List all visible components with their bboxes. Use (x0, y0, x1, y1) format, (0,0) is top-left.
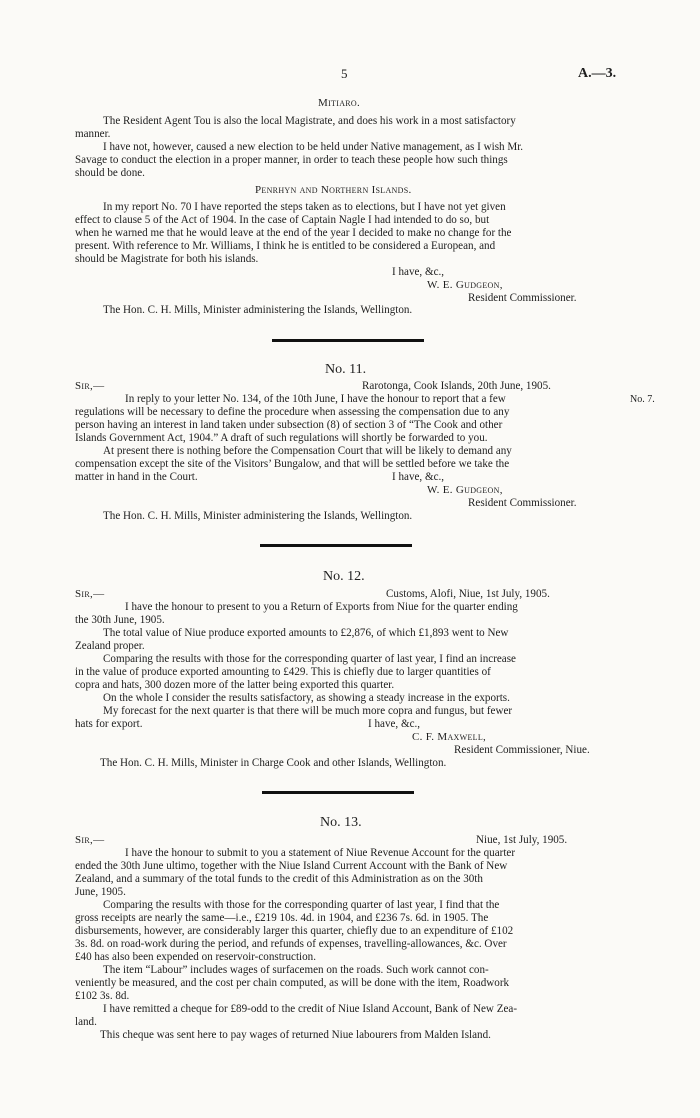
paragraph-line: At present there is nothing before the Compensation Court that will be likely to demand any (103, 445, 512, 457)
addressee: The Hon. C. H. Mills, Minister administering the Islands, Wellington. (103, 304, 413, 316)
addressee: The Hon. C. H. Mills, Minister administering the Islands, Wellington. (103, 510, 413, 522)
place-date: Niue, 1st July, 1905. (476, 834, 568, 846)
place-date: Rarotonga, Cook Islands, 20th June, 1905. (362, 380, 551, 392)
paragraph-line: gross receipts are nearly the same—i.e., £219 10s. 4d. in 1904, and £236 7s. 6d. in 1905. The (75, 912, 489, 924)
page-number: 5 (341, 66, 348, 81)
paragraph-line: hats for export. (75, 718, 143, 730)
signatory-name: C. F. Maxwell, (412, 731, 487, 743)
place-date: Customs, Alofi, Niue, 1st July, 1905. (386, 588, 550, 600)
paragraph-line: Comparing the results with those for the corresponding quarter of last year, I find an increase (103, 653, 516, 665)
paragraph-line: veniently be measured, and the cost per chain computed, as will be done with the item, Roadwork (75, 977, 510, 989)
document-reference: A.—3. (578, 66, 617, 81)
paragraph-line: In my report No. 70 I have reported the steps taken as to elections, but I have not yet given (103, 201, 506, 213)
paragraph-line: Comparing the results with those for the corresponding quarter of last year, I find that the (103, 899, 500, 911)
section-divider (272, 339, 424, 342)
paragraph-line: I have remitted a cheque for £89-odd to the credit of Niue Island Account, Bank of New Zea- (103, 1003, 518, 1015)
paragraph-line: My forecast for the next quarter is that there will be much more copra and fungus, but fewer (103, 705, 513, 717)
paragraph-line: ended the 30th June ultimo, together with the Niue Island Current Account with the Bank of New (75, 860, 508, 872)
paragraph-line: I have not, however, caused a new election to be held under Native management, as I wish Mr. (103, 141, 524, 153)
section-divider (260, 544, 412, 547)
margin-note: No. 7. (630, 394, 655, 405)
paragraph-line: the 30th June, 1905. (75, 614, 165, 626)
signatory-title: Resident Commissioner. (468, 497, 577, 509)
signatory-title: Resident Commissioner, Niue. (454, 744, 590, 756)
paragraph-line: matter in hand in the Court. (75, 471, 198, 483)
paragraph-line: Islands Government Act, 1904.” A draft of such regulations will shortly be forwarded to you. (75, 432, 488, 444)
heading-mitiaro: Mitiaro. (318, 97, 361, 109)
signatory-name: W. E. Gudgeon, (427, 484, 503, 496)
letter-number: No. 11. (325, 362, 367, 377)
signatory-name: W. E. Gudgeon, (427, 279, 503, 291)
paragraph-line: regulations will be necessary to define the procedure when assessing the compensation due to any (75, 406, 510, 418)
letter-number: No. 12. (323, 569, 365, 584)
paragraph-line: Savage to conduct the election in a proper manner, in order to teach these people how such things (75, 154, 508, 166)
paragraph-line: person having an interest in land taken under subsection (8) of section 3 of “The Cook and other (75, 419, 503, 431)
letter-number: No. 13. (320, 815, 362, 830)
paragraph-line: In reply to your letter No. 134, of the 10th June, I have the honour to report that a few (125, 393, 506, 405)
salutation: Sir,— (75, 380, 105, 392)
letter-closing: I have, &c., (368, 718, 421, 730)
paragraph-line: should be Magistrate for both his islands. (75, 253, 259, 265)
paragraph-line: 3s. 8d. on road-work during the period, and refunds of expenses, travelling-allowances, &c. Over (75, 938, 507, 950)
paragraph-line: June, 1905. (75, 886, 126, 898)
paragraph-line: The Resident Agent Tou is also the local Magistrate, and does his work in a most satisfactory (103, 115, 516, 127)
paragraph-line: land. (75, 1016, 97, 1028)
paragraph-line: Zealand proper. (75, 640, 145, 652)
paragraph-line: present. With reference to Mr. Williams, I think he is entitled to be considered a European, and (75, 240, 496, 252)
section-divider (262, 791, 414, 794)
paragraph-line: On the whole I consider the results satisfactory, as showing a steady increase in the exports. (103, 692, 510, 704)
salutation: Sir,— (75, 834, 105, 846)
paragraph-line: when he warned me that he would leave at the end of the year I decided to make no change for the (75, 227, 512, 239)
addressee: The Hon. C. H. Mills, Minister in Charge Cook and other Islands, Wellington. (100, 757, 447, 769)
salutation: Sir,— (75, 588, 105, 600)
letter-closing: I have, &c., (392, 471, 445, 483)
paragraph-line: manner. (75, 128, 111, 140)
paragraph-line: This cheque was sent here to pay wages of returned Niue labourers from Malden Island. (100, 1029, 491, 1041)
letter-closing: I have, &c., (392, 266, 445, 278)
paragraph-line: copra and hats, 300 dozen more of the latter being exported this quarter. (75, 679, 395, 691)
paragraph-line: should be done. (75, 167, 145, 179)
paragraph-line: £40 has also been expended on reservoir-construction. (75, 951, 316, 963)
paragraph-line: The item “Labour” includes wages of surfacemen on the roads. Such work cannot con- (103, 964, 489, 976)
paragraph-line: I have the honour to submit to you a statement of Niue Revenue Account for the quarter (125, 847, 516, 859)
paragraph-line: Zealand, and a summary of the total funds to the credit of this Administration as on the 30th (75, 873, 483, 885)
paragraph-line: effect to clause 5 of the Act of 1904. In the case of Captain Nagle I had intended to do so, but (75, 214, 490, 226)
signatory-title: Resident Commissioner. (468, 292, 577, 304)
paragraph-line: compensation except the site of the Visitors’ Bungalow, and that will be settled before we take the (75, 458, 510, 470)
paragraph-line: The total value of Niue produce exported amounts to £2,876, of which £1,893 went to New (103, 627, 509, 639)
heading-penrhyn: Penrhyn and Northern Islands. (255, 184, 412, 196)
paragraph-line: in the value of produce exported amounting to £429. This is chiefly due to larger quantities of (75, 666, 491, 678)
paragraph-line: disbursements, however, are considerably larger this quarter, chiefly due to an expenditure of £102 (75, 925, 514, 937)
paragraph-line: I have the honour to present to you a Return of Exports from Niue for the quarter ending (125, 601, 518, 613)
paragraph-line: £102 3s. 8d. (75, 990, 130, 1002)
